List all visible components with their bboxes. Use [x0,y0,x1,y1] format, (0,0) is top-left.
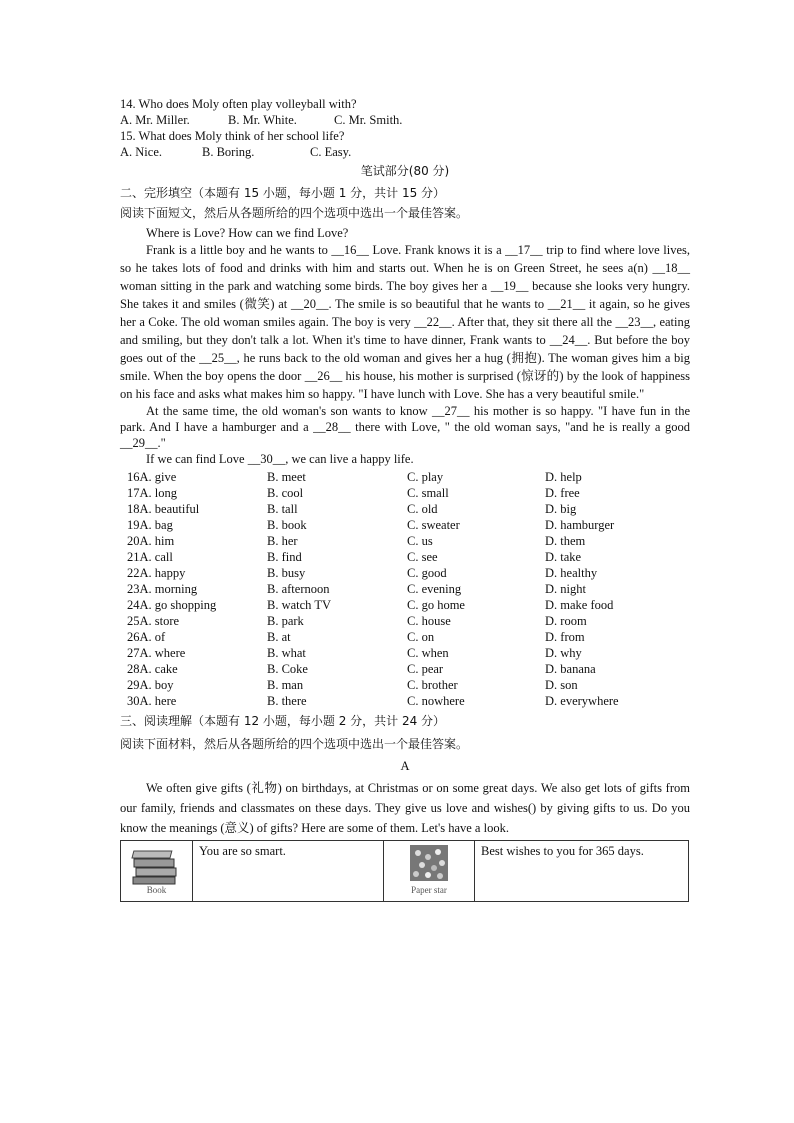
option-row [120,629,690,645]
option-d: D. everywhere [545,694,619,708]
option-c: C. sweater [407,518,460,532]
option-d: D. son [545,678,578,692]
option-b: B. Mr. White. [228,113,297,127]
question-14: 14. Who does Moly often play volleyball with? [120,97,357,111]
option-row [120,677,690,693]
books-icon [126,843,188,885]
picture-caption: Book [146,885,167,895]
option-a: A. Mr. Miller. [120,113,190,127]
option-row [120,597,690,613]
option-a: 19A. bag [127,518,173,532]
option-b: B. watch TV [267,598,331,612]
option-row [120,565,690,581]
option-a: 28A. cake [127,662,178,676]
option-b: B. Coke [267,662,308,676]
option-b: B. what [267,646,306,660]
option-c: C. old [407,502,438,516]
option-c: C. when [407,646,449,660]
option-a: 26A. of [127,630,166,644]
option-c: C. brother [407,678,458,692]
option-b: B. at [267,630,291,644]
option-c: C. Easy. [310,145,352,159]
question-15: 15. What does Moly think of her school life? [120,129,345,143]
option-c: C. us [407,534,433,548]
option-d: D. banana [545,662,596,676]
option-c: C. pear [407,662,444,676]
option-a: 29A. boy [127,678,174,692]
gift-meaning-text: Best wishes to you for 365 days. [475,841,689,902]
cloze-heading: 二、完形填空（本题有 15 小题，每小题 1 分，共计 15 分） [120,186,446,200]
option-d: D. free [545,486,580,500]
question-14-options [120,112,690,128]
cloze-paragraph-1: Frank is a little boy and he wants to __16__ Love. Frank knows it is a __17__ trip to find where love lives, so he takes lots of food and drinks with him and starts out. When he is on Green Street, he sees a(n) __18__ woman sitting in the park and watching some birds. The boy gives her a __19__ because she looks very hungry. She takes it and smiles (微笑) at __20__. The smile is so beautiful that he wants to __21__ it again, so he gives her a Coke. The old woman smiles again. The boy is very __22__. After that, they sit there all the __23__, eating and smiling, but they don't talk a lot. When it's time to have dinner, Frank wants to __24__. But before the boy goes out of the __25__, he runs back to the old woman and gives her a hug (拥抱). The woman gives him a big smile. When the boy opens the door __26__ his house, his mother is surprised (惊讶的) by the look of happiness on his face and asks what makes him so happy. "I have lunch with Love. She has a very beautiful smile." [120,243,690,401]
option-row [120,581,690,597]
option-d: D. from [545,630,585,644]
option-c: C. play [407,470,444,484]
book-picture [126,843,188,895]
option-b: B. man [267,678,304,692]
paper-stars-icon [398,843,460,885]
option-a: 30A. here [127,694,177,708]
option-a: 23A. morning [127,582,198,596]
option-row [120,517,690,533]
cloze-paragraph-3: If we can find Love __30__, we can live a happy life. [146,452,414,466]
option-a: 18A. beautiful [127,502,200,516]
option-d: D. help [545,470,582,484]
option-row [120,661,690,677]
option-d: D. healthy [545,566,598,580]
written-part-title: 笔试部分(80 分) [360,164,450,178]
question-15-options [120,144,690,160]
option-d: D. big [545,502,577,516]
option-d: D. take [545,550,582,564]
option-b: B. her [267,534,298,548]
option-row [120,469,690,485]
option-c: C. house [407,614,451,628]
cloze-instruction: 阅读下面短文，然后从各题所给的四个选项中选出一个最佳答案。 [120,206,469,220]
option-c: C. Mr. Smith. [334,113,403,127]
reading-heading: 三、阅读理解（本题有 12 小题，每小题 2 分，共计 24 分） [120,714,446,728]
option-c: C. go home [407,598,465,612]
passage-label: A [400,759,410,773]
cloze-paragraph-2: At the same time, the old woman's son wants to know __27__ his mother is so happy. "I have fun in the park. And I have a hamburger and a __28__ there with Love, " the old woman says, "and he is really a good __29__." [120,404,690,450]
option-a: 17A. long [127,486,177,500]
option-a: 27A. where [127,646,186,660]
option-d: D. them [545,534,586,548]
gift-picture-cell [121,841,193,902]
option-row [120,549,690,565]
option-b: B. busy [267,566,306,580]
option-a: A. Nice. [120,145,162,159]
option-a: 24A. go shopping [127,598,217,612]
option-c: C. evening [407,582,462,596]
option-d: D. night [545,582,586,596]
option-c: C. small [407,486,449,500]
option-c: C. see [407,550,438,564]
option-d: D. why [545,646,582,660]
option-d: D. room [545,614,587,628]
option-row [120,693,690,709]
option-b: B. there [267,694,307,708]
option-a: 25A. store [127,614,180,628]
option-b: B. park [267,614,304,628]
option-b: B. book [267,518,307,532]
option-b: B. find [267,550,302,564]
option-c: C. on [407,630,435,644]
gift-meaning-table [120,840,689,902]
cloze-options [120,469,690,709]
option-row [120,501,690,517]
option-a: 22A. happy [127,566,186,580]
gift-picture-cell [384,841,475,902]
option-b: B. tall [267,502,298,516]
reading-passage: We often give gifts (礼物) on birthdays, at Christmas or on some great days. We also get lots of gifts from our family, friends and classmates on these days. They give us love and wishes() by giving gifts to us. Do you know the meanings (意义) of gifts? Here are some of them. Let's have a look. [120,781,690,835]
option-row [120,613,690,629]
option-a: 16A. give [127,470,177,484]
option-a: 21A. call [127,550,173,564]
picture-caption: Paper star [411,885,447,895]
option-b: B. Boring. [202,145,255,159]
option-b: B. meet [267,470,306,484]
gift-meaning-text: You are so smart. [193,841,384,902]
option-b: B. cool [267,486,304,500]
option-c: C. nowhere [407,694,465,708]
option-b: B. afternoon [267,582,330,596]
option-d: D. hamburger [545,518,615,532]
exam-page [120,96,690,902]
cloze-intro-line: Where is Love? How can we find Love? [146,226,349,240]
option-d: D. make food [545,598,614,612]
option-row [120,645,690,661]
option-c: C. good [407,566,447,580]
option-row [120,533,690,549]
option-a: 20A. him [127,534,175,548]
reading-instruction: 阅读下面材料，然后从各题所给的四个选项中选出一个最佳答案。 [120,737,469,751]
option-row [120,485,690,501]
paper-star-picture [398,843,460,895]
